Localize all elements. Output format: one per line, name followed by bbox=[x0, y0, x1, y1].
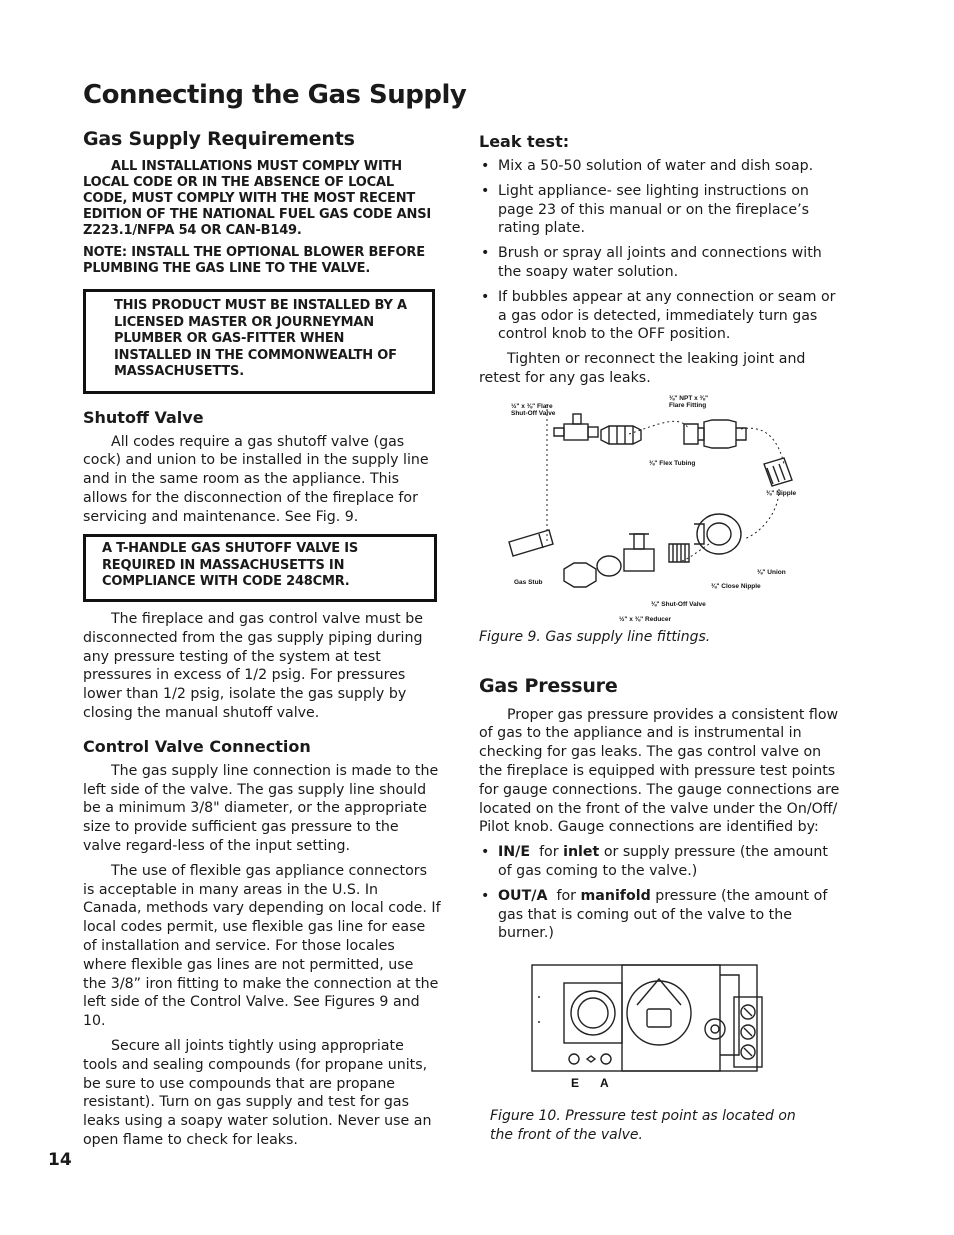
list-item: • If bubbles appear at any connection or seam or a gas odor is detected, immediately turn gas control knob to the OFF position. bbox=[479, 288, 841, 344]
fig9-label-npt-1: ⅜" NPT x ⅜" bbox=[669, 394, 709, 402]
t-handle-box-text: A T-HANDLE GAS SHUTOFF VALVE IS REQUIRED IN MASSACHUSETTS IN COMPLIANCE WITH CODE 248CMR. bbox=[102, 541, 359, 590]
list-item bbox=[479, 887, 841, 943]
installer-box-text: THIS PRODUCT MUST BE INSTALLED BY A LICENSED MASTER OR JOURNEYMAN PLUMBER OR GAS-FITTER WHEN INSTALLED IN THE COMMONWEALTH OF MASSACHUSETTS. bbox=[114, 298, 407, 379]
inlet-rest: or supply pressure (the amount of gas coming to the valve.) bbox=[498, 844, 828, 879]
fig9-label-flare-valve-2: Shut-Off Valve bbox=[511, 409, 556, 417]
fig9-label-stub: Gas Stub bbox=[514, 578, 543, 586]
fig9-label-flex: ⅜" Flex Tubing bbox=[649, 459, 696, 467]
blower-note: NOTE: INSTALL THE OPTIONAL BLOWER BEFORE PLUMBING THE GAS LINE TO THE VALVE. bbox=[83, 245, 425, 276]
list-item: • Light appliance- see lighting instructions on page 23 of this manual or on the fireplace’s rating plate. bbox=[479, 182, 841, 238]
page-title: Connecting the Gas Supply bbox=[83, 80, 467, 110]
gauge-list bbox=[479, 843, 841, 943]
inlet-code: IN/E bbox=[498, 844, 531, 861]
control-valve-p2: The use of flexible gas appliance connectors is acceptable in many areas in the U.S. In Canada, methods vary depending on local code. If local codes permit, use flexible gas line for ease of installation and service. For those locales where flexible gas lines are not permitted, use the 3/8” iron fitting to make the connection at the left side of the Control Valve. See Figures 9 and 10. bbox=[83, 862, 441, 1030]
control-valve-p3: Secure all joints tightly using appropriate tools and sealing compounds (for propane units, be sure to use compounds that are propane resistant). Turn on gas supply and test for gas leaks using a soapy water solution. Never use an open flame to check for leaks. bbox=[83, 1037, 432, 1148]
fig9-label-npt-2: Flare Fitting bbox=[669, 401, 707, 409]
page-number: 14 bbox=[48, 1150, 72, 1170]
control-valve-p1: The gas supply line connection is made to the left side of the valve. The gas supply line should be a minimum 3/8" diameter, or the appropriate size to provide sufficient gas pressure to the valve regard-less of the input setting. bbox=[83, 762, 439, 854]
compliance-note: ALL INSTALLATIONS MUST COMPLY WITH LOCAL CODE OR IN THE ABSENCE OF LOCAL CODE, MUST COMPLY WITH THE MOST RECENT EDITION OF THE NATIONAL FUEL GAS CODE ANSI Z223.1/NFPA 54 OR CAN-B149. bbox=[83, 159, 431, 238]
fig9-label-nipple: ⅜" Nipple bbox=[766, 489, 797, 497]
fig9-label-flare-valve-1: ½" x ⅜" Flare bbox=[511, 402, 553, 410]
port-label-a: A bbox=[600, 1076, 609, 1091]
manifold-for: for bbox=[556, 887, 576, 904]
shutoff-paragraph: All codes require a gas shutoff valve (gas cock) and union to be installed in the supply line and in the same room as the appliance. This allows for the disconnection of the fireplace for servicing and maintenance. See Fig. 9. bbox=[83, 433, 429, 525]
shutoff-heading: Shutoff Valve bbox=[83, 407, 204, 427]
leak-test-paragraph: Tighten or reconnect the leaking joint and retest for any gas leaks. bbox=[479, 351, 806, 386]
fig9-label-union: ⅜" Union bbox=[757, 568, 786, 576]
massachusetts-installer-box bbox=[83, 289, 435, 394]
control-valve-heading: Control Valve Connection bbox=[83, 736, 311, 756]
list-item: • Brush or spray all joints and connections with the soapy water solution. bbox=[479, 244, 841, 282]
leak-test-heading: Leak test: bbox=[479, 132, 570, 151]
gas-fittings-diagram bbox=[479, 394, 841, 624]
port-label-e: E bbox=[571, 1076, 580, 1091]
inlet-key: inlet bbox=[563, 844, 600, 861]
list-item: • Mix a 50-50 solution of water and dish soap. bbox=[479, 157, 841, 176]
right-column bbox=[479, 128, 841, 1145]
manifold-code: OUT/A bbox=[498, 887, 548, 904]
fig9-label-close-nipple: ⅜" Close Nipple bbox=[711, 582, 761, 590]
gas-valve-diagram bbox=[479, 961, 841, 1091]
t-handle-box bbox=[83, 534, 437, 602]
gas-supply-heading: Gas Supply Requirements bbox=[83, 128, 355, 150]
fig9-label-reducer: ½" x ⅜" Reducer bbox=[619, 615, 672, 623]
manifold-key: manifold bbox=[580, 887, 651, 904]
manifold-rest: pressure (the amount of gas that is coming out of the valve to the burner.) bbox=[498, 887, 828, 942]
pressure-testing-paragraph: The fireplace and gas control valve must be disconnected from the gas supply piping during any pressure testing of the system at test pressures in excess of 1/2 psig. For pressures lower than 1/2 psig, isolate the gas supply by closing the manual shutoff valve. bbox=[83, 610, 423, 721]
inlet-for: for bbox=[539, 844, 559, 861]
gas-pressure-paragraph: Proper gas pressure provides a consistent flow of gas to the appliance and is instrumental in checking for gas leaks. The gas control valve on the fireplace is equipped with pressure test points for gauge connections. The gauge connections are located on the front of the valve under the On/Off/ Pilot knob. Gauge connections are identified by: bbox=[479, 706, 840, 836]
leak-test-list bbox=[479, 157, 841, 344]
figure9-caption: Figure 9. Gas supply line fittings. bbox=[479, 628, 711, 645]
fig9-label-shutoff: ⅜" Shut-Off Valve bbox=[651, 600, 706, 608]
figure10-caption: Figure 10. Pressure test point as located on the front of the valve. bbox=[490, 1108, 796, 1143]
list-item bbox=[479, 843, 841, 881]
gas-pressure-heading: Gas Pressure bbox=[479, 674, 618, 697]
left-column bbox=[83, 128, 441, 1156]
